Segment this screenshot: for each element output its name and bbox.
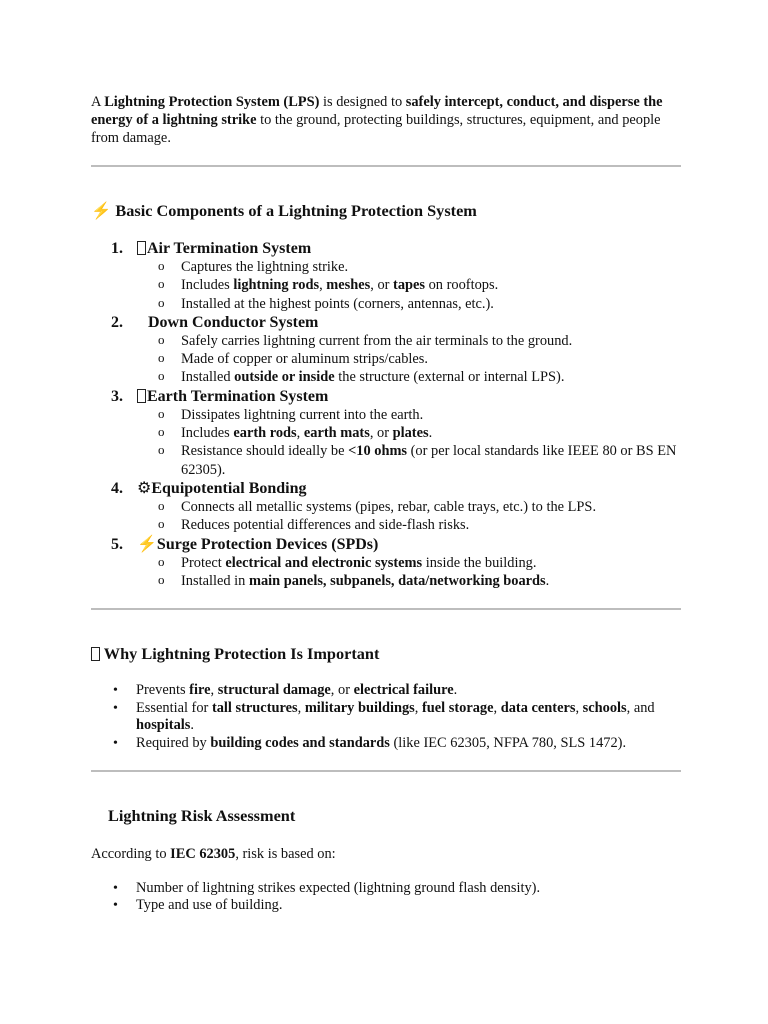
missing-glyph-icon [91, 647, 100, 661]
section-heading-why-important: Why Lightning Protection Is Important [91, 644, 681, 664]
component-item-1: 1. Air Termination System [111, 240, 312, 257]
missing-glyph-icon [137, 389, 146, 403]
list-item: o Installed at the highest points (corners, antennas, etc.). [91, 295, 681, 313]
intro-paragraph: A Lightning Protection System (LPS) is designed to safely intercept, conduct, and disperse the energy of a lightning strike to the ground, protecting buildings, structures, equipment, and people from damage. [91, 94, 663, 146]
component-item-4: 4. ⚙Equipotential Bonding [111, 479, 307, 497]
list-item: o Includes earth rods, earth mats, or plates. [91, 424, 681, 442]
list-item: o Installed in main panels, subpanels, data/networking boards. [91, 572, 681, 590]
list-item: • Number of lightning strikes expected (lightning ground flash density). [91, 880, 681, 898]
section-heading-risk-assessment: Lightning Risk Assessment [108, 805, 296, 825]
document-page [91, 93, 681, 915]
component-item-3: 3. Earth Termination System [111, 387, 329, 405]
gear-icon: ⚙ [137, 479, 152, 497]
divider [91, 770, 681, 772]
list-item: o Resistance should ideally be <10 ohms (or per local standards like IEEE 80 or BS EN 62305). [91, 442, 681, 479]
list-item: o Dissipates lightning current into the earth. [91, 406, 681, 424]
component-item-2: 2. Down Conductor System [111, 313, 319, 331]
list-item: o Includes lightning rods, meshes, or tapes on rooftops. [91, 276, 681, 294]
lightning-bolt-icon: ⚡ [91, 201, 112, 220]
list-item: • Prevents fire, structural damage, or electrical failure. [91, 682, 681, 700]
divider [91, 165, 681, 167]
missing-glyph-icon [137, 241, 146, 255]
sub-list [91, 332, 681, 387]
list-item: o Connects all metallic systems (pipes, rebar, cable trays, etc.) to the LPS. [91, 498, 681, 516]
list-item: • Required by building codes and standards (like IEC 62305, NFPA 780, SLS 1472). [91, 735, 681, 753]
bullet-list [91, 880, 681, 915]
sub-list [91, 258, 681, 313]
list-item: • Essential for tall structures, military buildings, fuel storage, data centers, schools, and hospitals. [91, 700, 681, 735]
list-item: o Installed outside or inside the structure (external or internal LPS). [91, 368, 681, 386]
sub-list [91, 498, 681, 535]
list-item: • Type and use of building. [91, 897, 681, 915]
lightning-bolt-icon: ⚡ [137, 535, 157, 553]
component-item-5: 5. ⚡Surge Protection Devices (SPDs) [111, 535, 379, 553]
section-heading-basic-components: ⚡ Basic Components of a Lightning Protection System [91, 201, 477, 220]
sub-list [91, 406, 681, 479]
bullet-list [91, 682, 681, 752]
sub-list [91, 554, 681, 591]
list-item: o Captures the lightning strike. [91, 258, 681, 276]
list-item: o Protect electrical and electronic systems inside the building. [91, 554, 681, 572]
list-item: o Safely carries lightning current from the air terminals to the ground. [91, 332, 681, 350]
risk-lead-paragraph: According to IEC 62305, risk is based on: [91, 845, 336, 862]
list-item: o Made of copper or aluminum strips/cables. [91, 350, 681, 368]
divider [91, 608, 681, 610]
list-item: o Reduces potential differences and side-flash risks. [91, 516, 681, 534]
